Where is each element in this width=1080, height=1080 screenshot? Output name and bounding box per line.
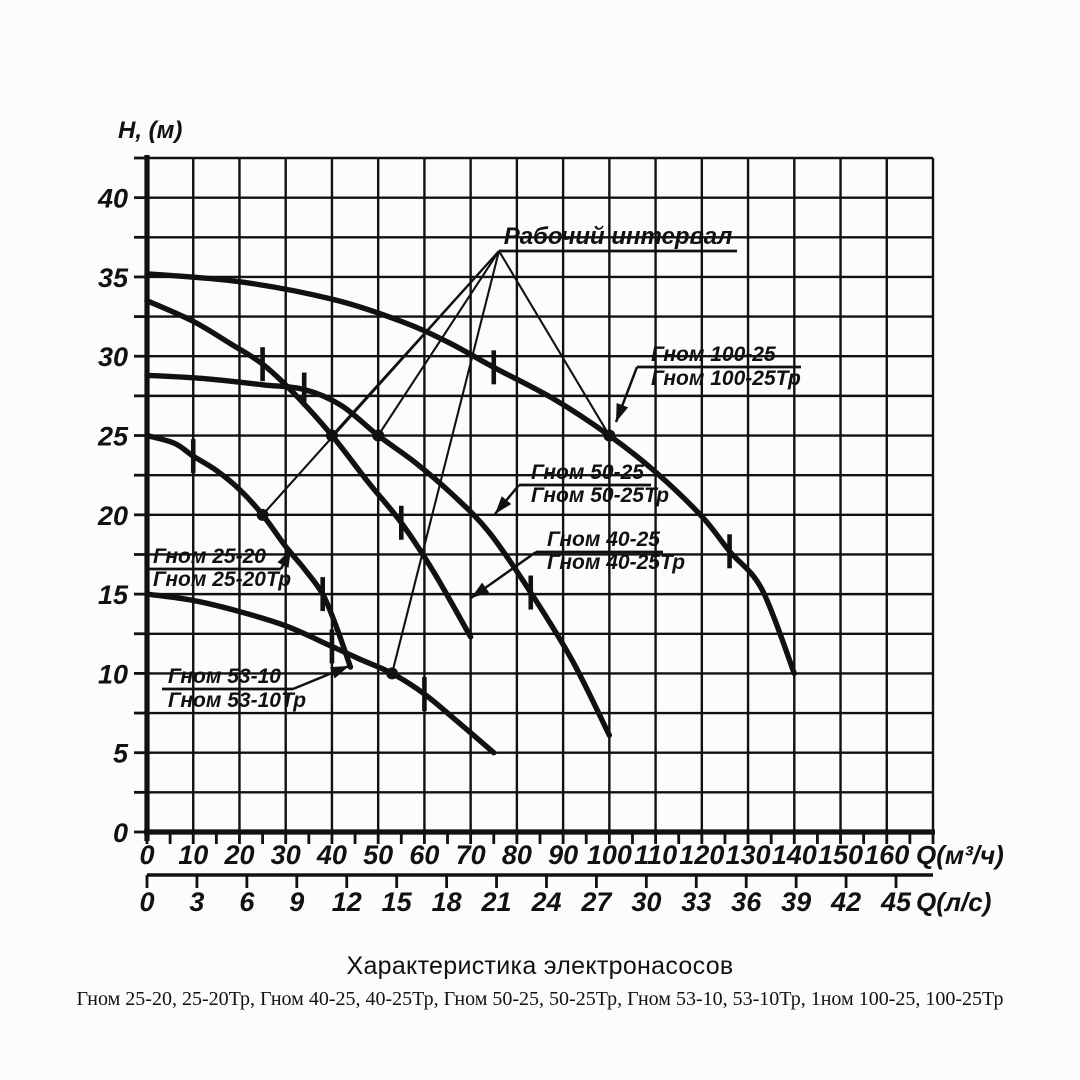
gnom-100-25-arrowhead [616, 403, 628, 422]
x-tick-label: 30 [270, 840, 301, 870]
chart-subtitle: Гном 25-20, 25-20Тр, Гном 40-25, 40-25Тр, Гном 50-25, 50-25Тр, Гном 53-10, 53-10Тр, 1ном 100-25, 100-25Тр [76, 988, 1004, 1010]
x-tick-label: 150 [817, 840, 864, 870]
lps-tick-label: 24 [531, 887, 562, 917]
gnom-100-25-label-line1: Гном 100-25 [651, 343, 776, 366]
lps-tick-label: 27 [581, 887, 612, 917]
x-tick-label: 10 [178, 840, 209, 870]
y-tick-label: 15 [97, 580, 128, 611]
label-gnom-50-25 [495, 461, 669, 514]
annotation-text: Рабочий интервал [503, 223, 733, 250]
working-interval-annotation [263, 223, 737, 673]
y-tick-label: 30 [97, 342, 128, 373]
gnom-40-25-label-line1: Гном 40-25 [547, 528, 660, 551]
gnom-25-20-arrowhead [277, 549, 291, 568]
gnom-25-20-label-line1: Гном 25-20 [153, 545, 266, 568]
fan-line-gnom-53-10 [392, 251, 499, 673]
lps-tick-label: 36 [731, 887, 762, 917]
gnom-40-25-label-line2: Гном 40-25Тр [547, 551, 686, 574]
y-tick-label: 5 [112, 738, 128, 769]
x-tick-label: 130 [725, 840, 771, 870]
fan-line-gnom-50-25 [378, 251, 499, 436]
x-tick-label: 80 [501, 840, 532, 870]
label-gnom-25-20 [149, 545, 291, 591]
gnom-100-25-label-line2: Гном 100-25Тр [651, 367, 801, 390]
gnom-53-10-label-line2: Гном 53-10Тр [168, 689, 307, 712]
x-tick-label: 120 [679, 840, 725, 870]
secondary-x-axis [139, 875, 991, 917]
y-tick-label: 10 [97, 659, 128, 690]
y-axis-title: H, (м) [118, 117, 183, 144]
lps-tick-label: 18 [431, 887, 462, 917]
lps-tick-label: 0 [139, 887, 155, 917]
x-tick-label: 40 [316, 840, 347, 870]
label-gnom-53-10 [162, 665, 349, 712]
lps-tick-label: 6 [239, 887, 255, 917]
y-tick-label: 35 [97, 262, 128, 293]
lps-tick-label: 45 [880, 887, 912, 917]
lps-tick-label: 33 [681, 887, 712, 917]
lps-tick-label: 12 [331, 887, 362, 917]
gnom-50-25-label-line2: Гном 50-25Тр [531, 484, 670, 507]
x-tick-label: 90 [548, 840, 579, 870]
x-tick-label: 100 [586, 840, 632, 870]
lps-tick-label: 3 [189, 887, 205, 917]
x-tick-label: 160 [864, 840, 910, 870]
gnom-53-10-label-line1: Гном 53-10 [168, 665, 281, 688]
label-gnom-100-25 [616, 343, 801, 422]
x-tick-label: 70 [455, 840, 486, 870]
gnom-100-25-nominal-point [603, 430, 615, 442]
y-tick-label: 20 [97, 500, 128, 531]
lps-tick-label: 9 [289, 887, 305, 917]
gnom-25-20-label-line2: Гном 25-20Тр [153, 568, 292, 591]
lps-tick-label: 15 [381, 887, 412, 917]
x-tick-label: 140 [771, 840, 817, 870]
y-tick-label: 0 [112, 818, 128, 848]
lps-tick-label: 30 [631, 887, 662, 917]
label-gnom-40-25 [471, 528, 685, 598]
x-tick-label: 20 [224, 840, 255, 870]
gnom-50-25-nominal-point [372, 430, 384, 442]
y-tick-label: 25 [97, 421, 128, 452]
lps-tick-label: 39 [781, 887, 812, 917]
lps-axis-unit: Q(л/с) [916, 887, 992, 917]
x-tick-label: 60 [409, 840, 440, 870]
y-tick-label: 40 [97, 183, 128, 214]
lps-tick-label: 21 [481, 887, 512, 917]
lps-tick-label: 42 [831, 887, 862, 917]
gnom-53-10-nominal-point [386, 667, 398, 679]
gnom-40-25-arrowhead [471, 583, 489, 598]
x-tick-label: 50 [363, 840, 394, 870]
x-tick-label: 110 [634, 840, 678, 870]
chart-title: Характеристика электронасосов [346, 952, 734, 980]
gnom-25-20-nominal-point [257, 509, 269, 521]
gnom-40-25-nominal-point [326, 430, 338, 442]
fan-line-gnom-100-25 [499, 251, 609, 436]
x-axis-unit: Q(м³/ч) [916, 840, 1004, 870]
gnom-50-25-label-line1: Гном 50-25 [531, 461, 644, 484]
x-tick-label: 0 [139, 840, 155, 870]
